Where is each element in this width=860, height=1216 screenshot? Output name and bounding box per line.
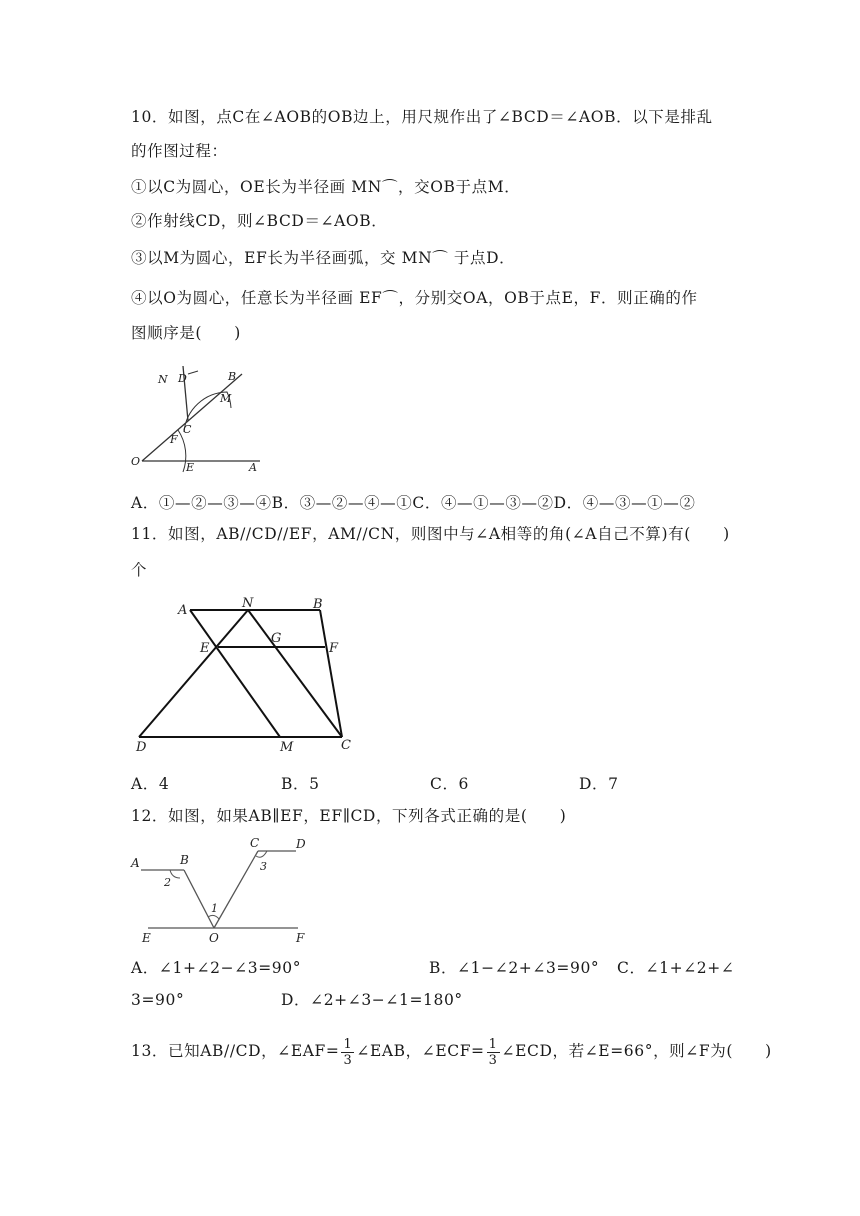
q10-label-m: M <box>220 392 232 405</box>
q12-angle-3: 3 <box>260 860 267 873</box>
q10-step2: ②作射线CD，则∠BCD＝∠AOB． <box>131 212 388 230</box>
q12-label-e: E <box>142 931 151 945</box>
q12-angle-1: 1 <box>211 902 218 915</box>
q11-label-g: G <box>271 631 282 646</box>
q10-options: A．①—②—③—④B．③—②—④—①C．④—①—③—②D．④—③—①—② <box>131 494 696 512</box>
q12-angle-2: 2 <box>164 876 171 889</box>
q12-label-f: F <box>296 931 305 945</box>
q12-label-o: O <box>209 931 219 945</box>
q13-mid2: ∠ECD，若∠E=66°，则∠F为( ) <box>501 1042 772 1060</box>
q10-stem-line1: 10．如图，点C在∠AOB的OB边上，用尺规作出了∠BCD＝∠AOB．以下是排乱 <box>131 108 713 126</box>
q12-label-c: C <box>250 836 260 850</box>
q10-step4-line2: 图顺序是( ) <box>131 324 241 342</box>
q10-step4-line1: ④以O为圆心，任意长为半径画 EF⌒，分别交OA，OB于点E，F．则正确的作 <box>131 289 698 307</box>
q13-prefix: 13．已知AB//CD，∠EAF= <box>131 1042 340 1060</box>
q13-fraction-2: $\frac{1}{3}$ <box>488 1036 498 1068</box>
q13-fraction-1: $\frac{1}{3}$ <box>343 1036 353 1068</box>
q11-label-d: D <box>136 740 147 754</box>
q13-mid1: ∠EAB，∠ECF= <box>356 1042 485 1060</box>
q11-option-c: C．6 <box>430 775 470 793</box>
q11-option-b: B．5 <box>281 775 320 793</box>
q13-stem <box>131 1034 772 1068</box>
q11-stem-line1: 11．如图，AB//CD//EF，AM//CN，则图中与∠A相等的角(∠A自己不算)有( ) <box>131 525 730 543</box>
q12-option-d: D．∠2+∠3−∠1=180° <box>281 991 463 1009</box>
q11-stem-line2: 个 <box>131 561 148 579</box>
q10-step1: ①以C为圆心，OE长为半径画 MN⌒，交OB于点M． <box>131 178 521 196</box>
q11-label-c: C <box>341 738 351 753</box>
q10-label-e: E <box>186 461 195 474</box>
q10-label-f: F <box>170 433 178 446</box>
q12-label-d: D <box>296 837 306 851</box>
q10-label-d: D <box>178 372 187 385</box>
q12-option-b: B．∠1−∠2+∠3=90° <box>429 959 600 977</box>
q11-label-f: F <box>329 641 339 656</box>
q10-figure <box>128 360 268 484</box>
q11-label-n: N <box>242 596 254 611</box>
q11-label-b: B <box>313 597 323 612</box>
q11-label-a: A <box>178 603 188 618</box>
q10-label-o: O <box>131 455 141 468</box>
q12-option-a: A．∠1+∠2−∠3=90° <box>131 959 302 977</box>
q10-stem-line2: 的作图过程： <box>131 142 228 160</box>
q10-label-n: N <box>158 373 168 386</box>
q11-label-e: E <box>200 641 210 656</box>
q10-label-a: A <box>249 461 257 474</box>
q11-option-a: A．4 <box>131 775 170 793</box>
q10-label-b: B <box>228 370 237 383</box>
q12-stem: 12．如图，如果AB∥EF，EF∥CD，下列各式正确的是( ) <box>131 807 567 825</box>
q11-option-d: D．7 <box>579 775 619 793</box>
q12-label-a: A <box>131 856 140 870</box>
q11-label-m: M <box>280 740 294 754</box>
q12-option-c-cont: 3=90° <box>131 991 185 1009</box>
q12-label-b: B <box>180 853 189 867</box>
q12-option-c: C．∠1+∠2+∠ <box>617 959 735 977</box>
q11-figure <box>130 594 365 758</box>
q12-figure <box>128 834 328 953</box>
q10-label-c: C <box>183 423 192 436</box>
q10-step3: ③以M为圆心，EF长为半径画弧，交 MN⌒ 于点D． <box>131 249 516 267</box>
